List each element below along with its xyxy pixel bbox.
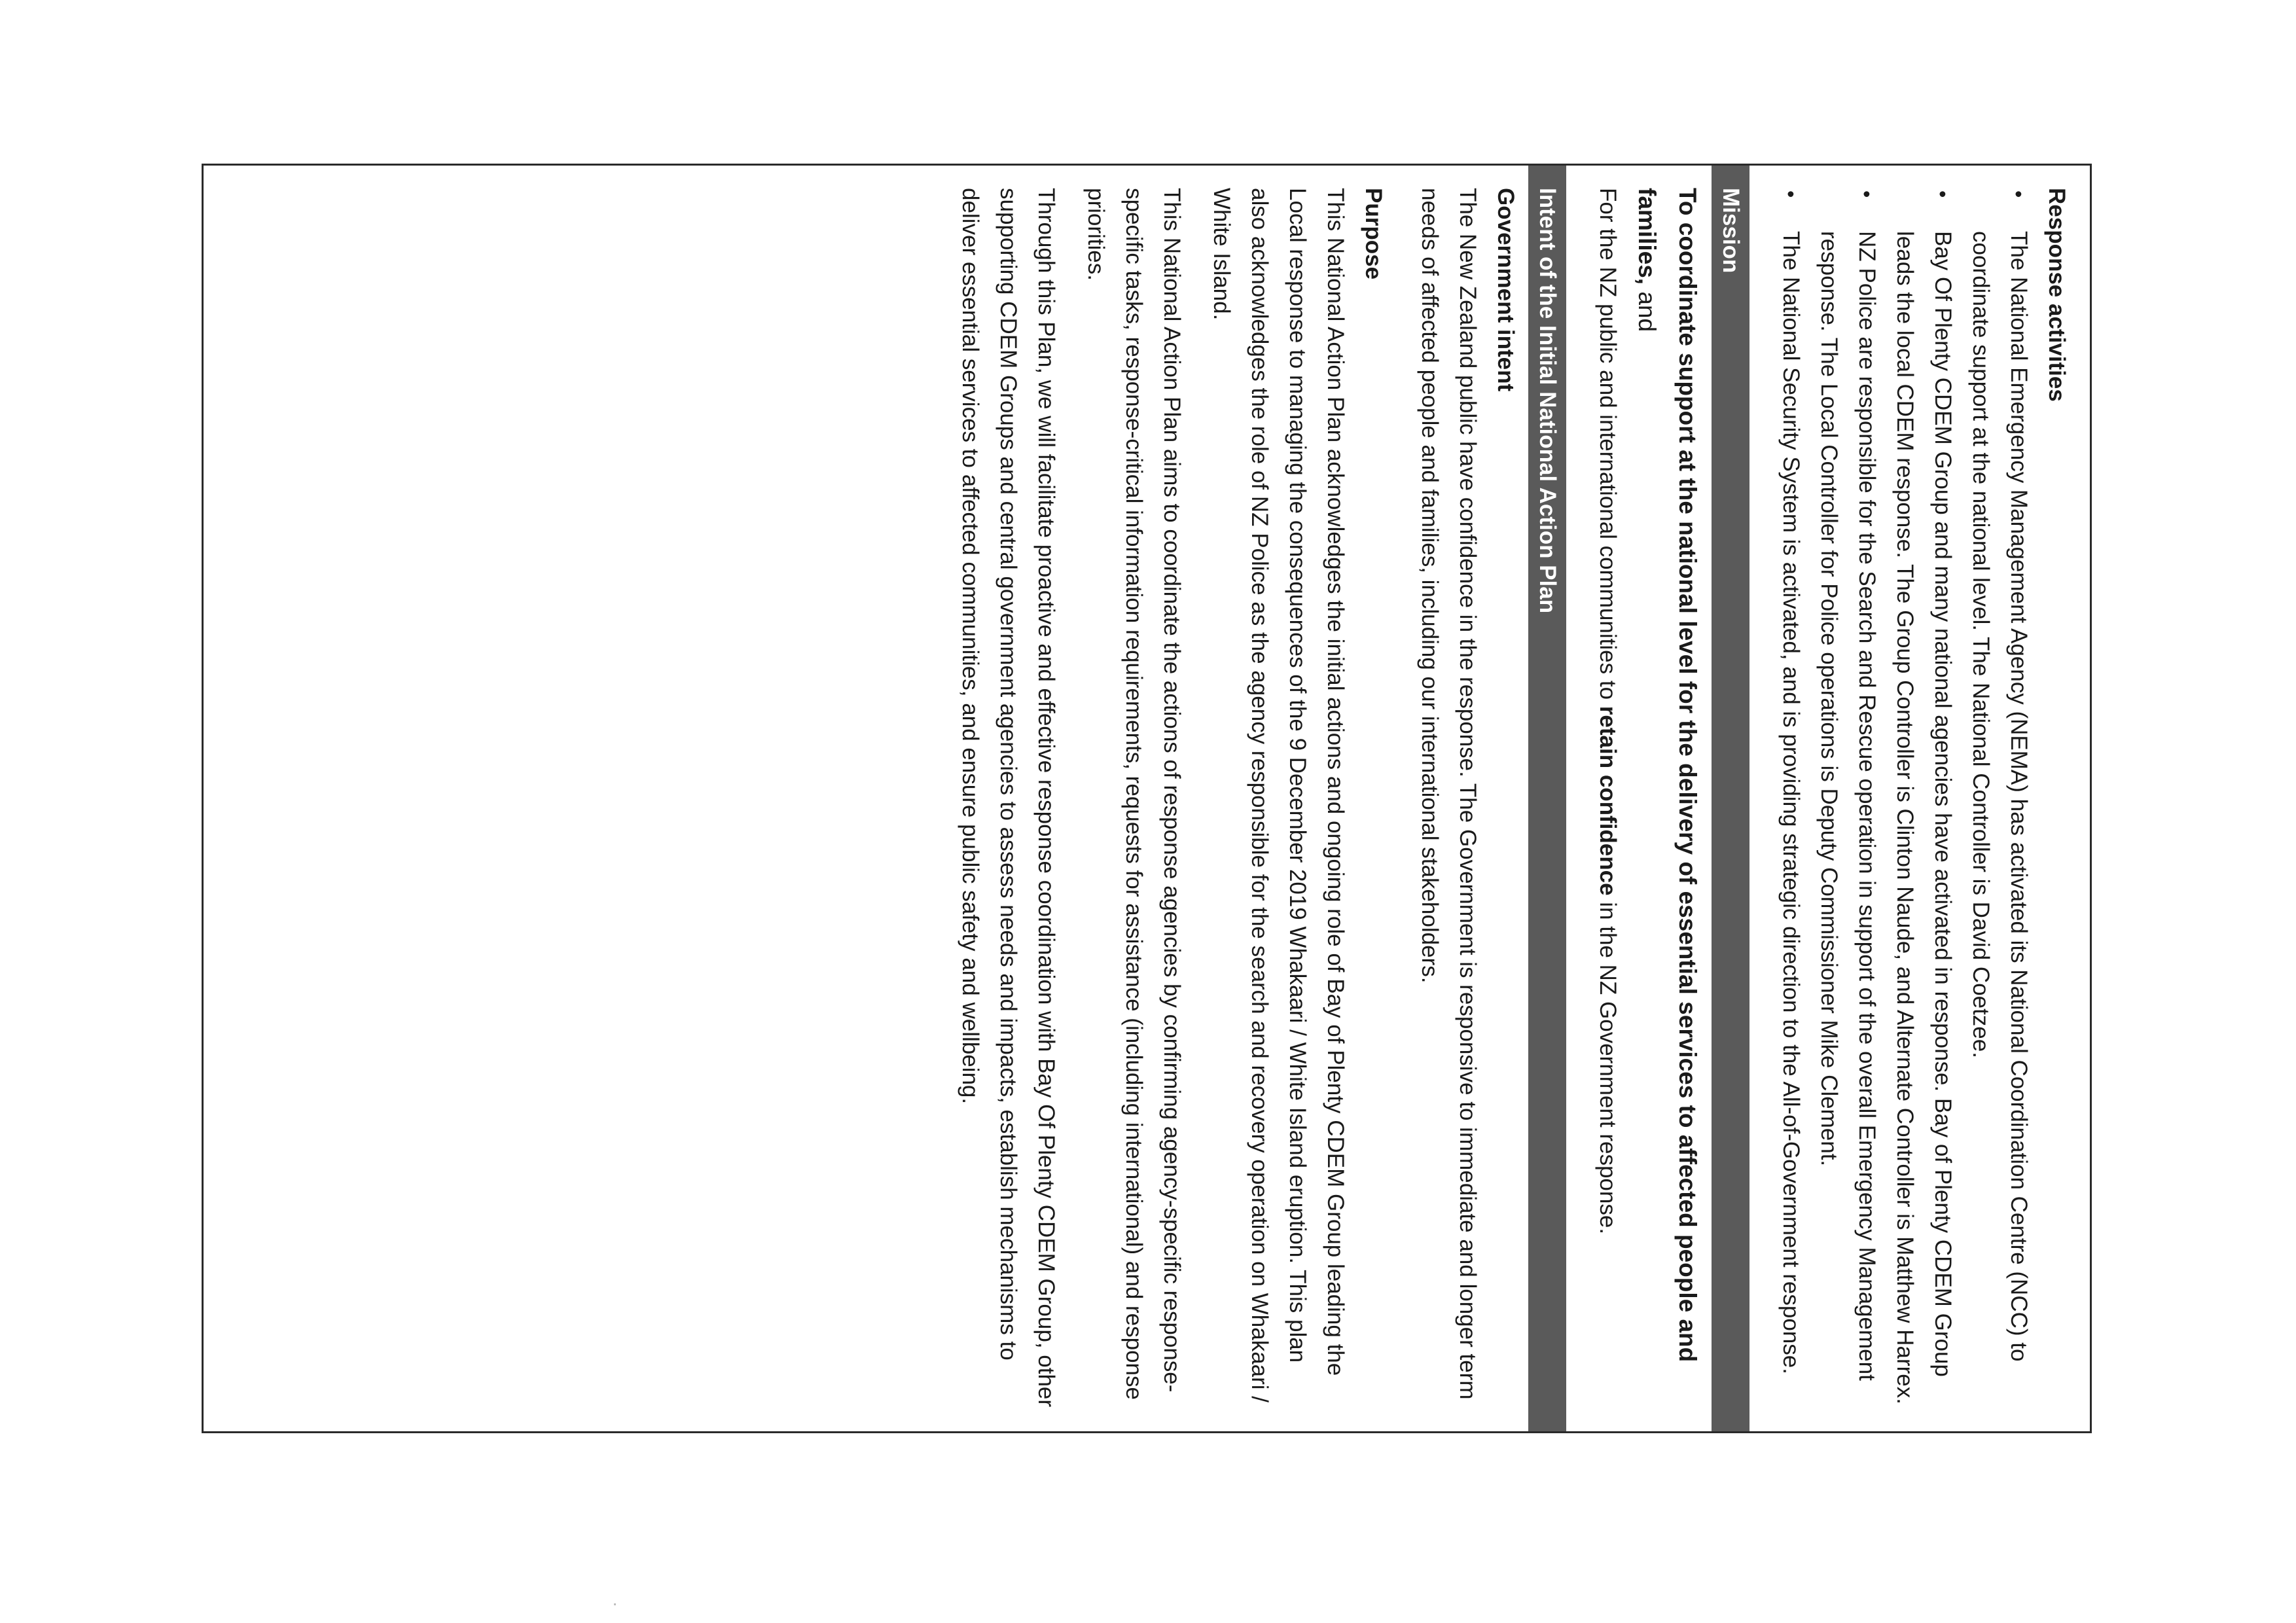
- list-item: [1962, 188, 2037, 1409]
- list-item-text: The National Security System is activated, and is providing strategic direction to the All-of-Government response.: [1778, 231, 1804, 1374]
- mission-confidence-bold: retain confidence: [1595, 705, 1621, 896]
- mission-statement-bold: To coordinate support at the national level for the delivery of essential services to affected people and families,: [1634, 188, 1701, 1363]
- response-activities-heading: Response activities: [2044, 188, 2070, 402]
- response-activities-section: [1772, 166, 2075, 1431]
- bullet-icon: •: [1779, 190, 1803, 198]
- mission-confidence-post: in the NZ Government response.: [1595, 895, 1621, 1235]
- bullet-icon: •: [2007, 190, 2030, 198]
- response-activities-list: [1772, 188, 2037, 1409]
- purpose-paragraph: This National Action Plan acknowledges the initial actions and ongoing role of Bay of Plenty CDEM Group leading the Local response to managing the consequences of the 9 December 2019 Whakaari / White Island eruption. This plan also acknowledges the role of NZ Police as the agency responsible for the search and recovery operation on Whakaari / White Island.: [1209, 188, 1348, 1403]
- list-item: [1810, 188, 1886, 1409]
- mission-section: [1588, 166, 1708, 1431]
- mission-confidence-pre: For the NZ public and international communities to: [1595, 188, 1621, 706]
- list-item: [1886, 188, 1962, 1409]
- bullet-icon: •: [1931, 190, 1954, 198]
- list-item-text: NZ Police are responsible for the Search and Rescue operation in support of the overall Emergency Management response. The Local Controller for Police operations is Deputy Commissioner Mike Clement.: [1816, 231, 1880, 1381]
- mission-band: Mission: [1712, 166, 1749, 1431]
- mission-confidence-statement: [1588, 188, 1626, 1409]
- mission-statement: [1626, 188, 1708, 1409]
- scan-speck: [614, 1603, 616, 1605]
- list-item-text: Bay Of Plenty CDEM Group and many national agencies have activated in response. Bay of Plenty CDEM Group leads the local CDEM response. The Group Controller is Clinton Naude, and Alternate Controller is Matthew Harrex.: [1892, 231, 1956, 1404]
- rotated-page-content: [204, 166, 2090, 1431]
- intent-section: [951, 166, 1524, 1431]
- bullet-icon: •: [1855, 190, 1878, 198]
- list-item: [1772, 188, 1810, 1409]
- mission-statement-rest: and: [1634, 285, 1660, 332]
- government-intent-heading: Government intent: [1493, 188, 1518, 392]
- list-item-text: The National Emergency Management Agency (NEMA) has activated its National Coordination Centre (NCC) to coordinate support at the national level. The National Controller is David Coetzee.: [1968, 231, 2032, 1362]
- government-intent-text: The New Zealand public have confidence in the response. The Government is responsive to immediate and longer term needs of affected people and families, including our international stakeholders.: [1417, 188, 1480, 1400]
- purpose-heading: Purpose: [1361, 188, 1386, 280]
- purpose-paragraph: Through this Plan, we will facilitate proactive and effective response coordination with Bay Of Plenty CDEM Group, other supporting CDEM Groups and central government agencies to assess needs and impacts, establish mechanisms to deliver essential services to affected communities, and ensure public safety and wellbeing.: [958, 188, 1059, 1408]
- intent-band: Intent of the Initial National Action Plan: [1528, 166, 1566, 1431]
- purpose-paragraph: This National Action Plan aims to coordinate the actions of response agencies by confirming agency-specific response-specific tasks, response-critical information requirements, requests for assistance (including international) and response priorities.: [1083, 188, 1185, 1400]
- document-frame: [202, 164, 2092, 1433]
